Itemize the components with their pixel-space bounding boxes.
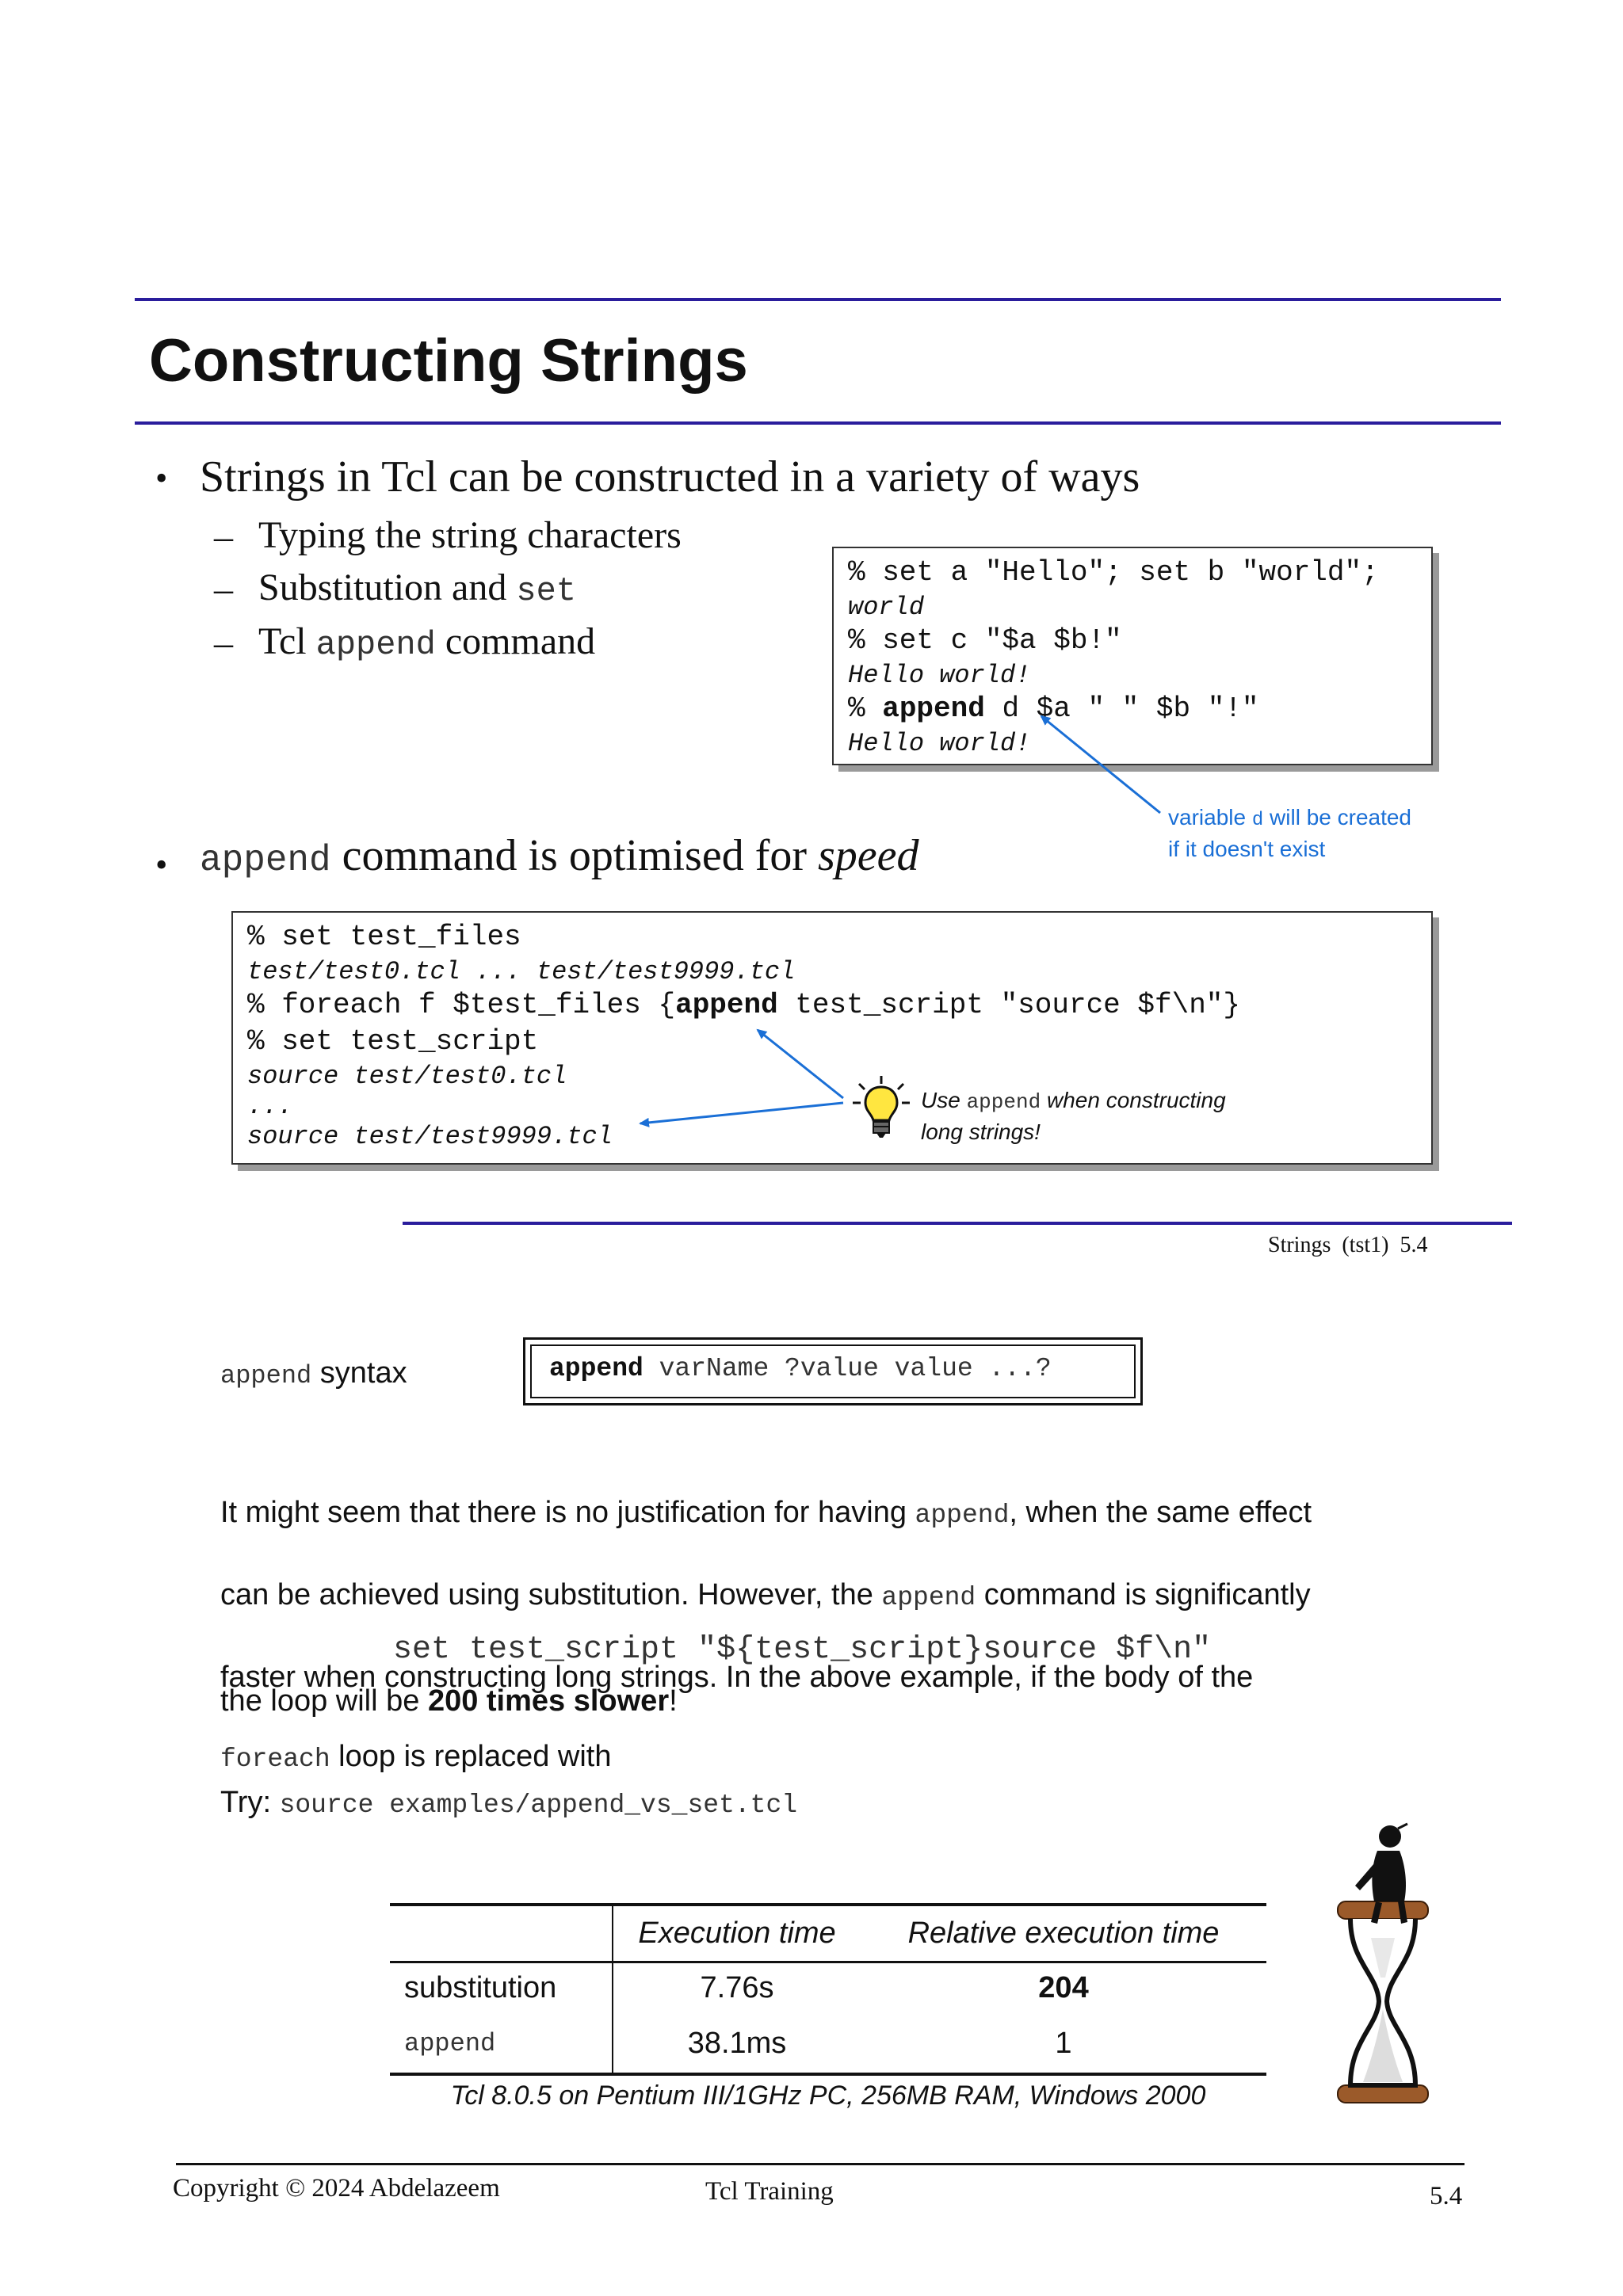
slower-sentence bbox=[220, 1681, 678, 1721]
slide-bottom-rule bbox=[403, 1222, 1512, 1225]
try-label: Try: bbox=[220, 1786, 280, 1819]
table-row-relative: 204 bbox=[1038, 1971, 1089, 2005]
variable-note-code: d bbox=[1251, 810, 1264, 831]
syntax-box-text bbox=[549, 1354, 1052, 1383]
page-footer-rule bbox=[176, 2163, 1465, 2165]
code1-line3: % set c "$a $b!" bbox=[848, 624, 1122, 657]
para-line2-b: command is significantly bbox=[976, 1578, 1311, 1611]
table-row-label: substitution bbox=[390, 1962, 613, 2014]
arrow-to-variable-d bbox=[1041, 716, 1160, 813]
table-row bbox=[390, 2014, 1266, 2074]
sub-append-code: append bbox=[315, 626, 436, 664]
sub-append-text-a: Tcl bbox=[258, 620, 316, 662]
bullet2-emphasis: speed bbox=[818, 831, 919, 880]
code1-line2: world bbox=[848, 593, 925, 622]
code1-line5-prompt: % bbox=[848, 692, 883, 725]
append-tip-code: append bbox=[966, 1090, 1041, 1114]
sub-substitution-code: set bbox=[516, 572, 576, 610]
code1-line5-append: append bbox=[882, 692, 985, 725]
dash-2: – bbox=[214, 568, 233, 610]
variable-note-b: will be created bbox=[1263, 805, 1412, 830]
code2-line3-c: test_script "source $f\n"} bbox=[777, 989, 1241, 1021]
para-line1-b: , when the same effect bbox=[1009, 1496, 1312, 1529]
results-table-wrap bbox=[390, 1903, 1266, 2111]
syntax-box-rest: varName ?value value ...? bbox=[643, 1354, 1052, 1383]
para-line2 bbox=[220, 1575, 1457, 1618]
bullet-mark: • bbox=[155, 459, 168, 498]
code1-line4: Hello world! bbox=[848, 661, 1031, 690]
results-table bbox=[390, 1906, 1266, 2076]
slide-footer-label: Strings (tst1) 5.4 bbox=[1268, 1233, 1428, 1257]
code2-line2: test/test0.tcl ... test/test9999.tcl bbox=[247, 957, 796, 986]
code2-line5: source test/test0.tcl bbox=[247, 1062, 567, 1091]
syntax-label bbox=[220, 1356, 407, 1390]
bullet-strings-ways: Strings in Tcl can be constructed in a variety of ways bbox=[200, 452, 1140, 502]
para-line3: faster when constructing long strings. In the above example, if the body of the bbox=[220, 1661, 1254, 1694]
try-line bbox=[220, 1783, 797, 1825]
slower-bold: 200 times slower bbox=[427, 1684, 670, 1718]
code2-line6: ... bbox=[247, 1092, 293, 1121]
variable-note-line2: if it doesn't exist bbox=[1168, 837, 1326, 861]
page-footer-center: Tcl Training bbox=[705, 2177, 834, 2206]
sub-append-text-b: command bbox=[435, 620, 596, 662]
para-line1-a: It might seem that there is no justification for having bbox=[220, 1496, 915, 1529]
code1-line1: % set a "Hello"; set b "world"; bbox=[848, 556, 1379, 589]
try-code: source examples/append_vs_set.tcl bbox=[279, 1791, 798, 1820]
para-line4-code: foreach bbox=[220, 1745, 330, 1774]
para-line4 bbox=[220, 1737, 1457, 1779]
table-header-row bbox=[390, 1906, 1266, 1962]
code1-line5-rest: d $a " " $b "!" bbox=[984, 692, 1259, 725]
sub-typing: Typing the string characters bbox=[258, 514, 682, 556]
append-tip-b: when constructing bbox=[1041, 1088, 1226, 1112]
replacement-code-line: set test_script "${test_script}source $f\n" bbox=[393, 1632, 1212, 1668]
table-row-label: append bbox=[390, 2014, 613, 2074]
slide-title: Constructing Strings bbox=[149, 327, 748, 395]
table-caption: Tcl 8.0.5 on Pentium III/1GHz PC, 256MB RAM, Windows 2000 bbox=[450, 2081, 1206, 2111]
dash-1: – bbox=[214, 516, 233, 558]
table-row-relative: 1 bbox=[1055, 2026, 1072, 2060]
code2-line1: % set test_files bbox=[247, 921, 521, 953]
syntax-box bbox=[523, 1337, 1143, 1405]
variable-note-a: variable bbox=[1168, 805, 1252, 830]
arrow-to-source-last bbox=[640, 1103, 843, 1123]
code2-line3-append: append bbox=[675, 989, 778, 1021]
append-tip-a: Use bbox=[921, 1088, 967, 1112]
code2-line3-a: % foreach f $test_files { bbox=[247, 989, 676, 1021]
table-row bbox=[390, 1962, 1266, 2014]
code2-line4: % set test_script bbox=[247, 1025, 539, 1058]
syntax-label-text: syntax bbox=[311, 1356, 407, 1390]
code1-line6: Hello world! bbox=[848, 729, 1031, 758]
table-row-time: 7.76s bbox=[700, 1971, 774, 2005]
table-row-time: 38.1ms bbox=[687, 2026, 787, 2060]
arrow-to-append-keyword bbox=[758, 1030, 843, 1098]
syntax-box-bold: append bbox=[549, 1354, 643, 1383]
hourglass-figure-icon bbox=[1331, 1819, 1434, 2107]
code2-line7: source test/test9999.tcl bbox=[247, 1122, 613, 1151]
para-line4-b: loop is replaced with bbox=[330, 1740, 612, 1773]
table-header-exec-time: Execution time bbox=[638, 1916, 836, 1950]
page-footer-page-number: 5.4 bbox=[1430, 2182, 1463, 2210]
para-line2-a: can be achieved using substitution. However, the bbox=[220, 1578, 882, 1611]
table-header-empty bbox=[390, 1906, 613, 1962]
para-line2-code: append bbox=[881, 1583, 976, 1612]
sub-substitution-text: Substitution and bbox=[258, 566, 517, 608]
para-line1-code: append bbox=[915, 1501, 1010, 1530]
slower-a: the loop will be bbox=[220, 1684, 428, 1718]
syntax-label-code: append bbox=[220, 1361, 312, 1390]
bullet2-text: command is optimised for bbox=[330, 831, 818, 880]
page-footer-copyright: Copyright © 2024 Abdelazeem bbox=[173, 2174, 500, 2203]
bullet2-code: append bbox=[200, 840, 331, 881]
table-header-relative: Relative execution time bbox=[907, 1916, 1220, 1950]
para-line1 bbox=[220, 1493, 1457, 1535]
append-tip-line2: long strings! bbox=[921, 1119, 1041, 1144]
dash-3: – bbox=[214, 622, 233, 664]
slower-b: ! bbox=[669, 1684, 678, 1718]
bullet2-mark: • bbox=[155, 845, 168, 884]
